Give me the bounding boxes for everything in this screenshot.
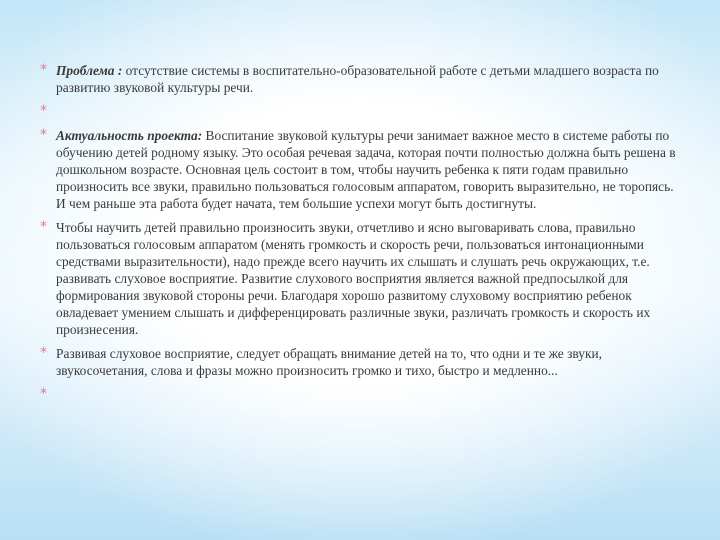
bullet-icon: * [40, 345, 47, 361]
bullet-item-empty-last [40, 386, 680, 403]
bullet-item-problem [40, 62, 680, 96]
bullet-icon: * [40, 386, 47, 402]
item-text: отсутствие системы в воспитательно-образовательной работе с детьми младшего возраста по развитию звуковой культуры речи. [56, 63, 659, 95]
bullet-item-hearing [40, 345, 680, 379]
item-text: Развивая слуховое восприятие, следует обращать внимание детей на то, что одни и те же звуки, звукосочетания, слова и фразы можно произносить громко и тихо, быстро и медленно... [56, 346, 602, 378]
bullet-icon: * [40, 103, 47, 119]
slide-content [40, 62, 680, 410]
item-lead: Актуальность проекта: [56, 128, 203, 143]
bullet-icon: * [40, 219, 47, 235]
item-text: Чтобы научить детей правильно произносить звуки, отчетливо и ясно выговаривать слова, правильно пользоваться голосовым аппаратом (менять громкость и скорость речи, пользоваться интонационными средствами выразительности), надо прежде всего научить их слышать и слушать речь окружающих, т.е. развивать слуховое восприятие. Развитие слухового восприятия является важной предпосылкой для формирования звуковой стороны речи. Благодаря хорошо развитому слуховому восприятию ребенок овладевает умением слышать и дифференцировать различные звуки, различать громкость и скорость их произнесения. [56, 220, 651, 337]
item-text: Воспитание звуковой культуры речи занимает важное место в системе работы по обучению детей родному языку. Это особая речевая задача, которая почти полностью должна быть решена в дошкольном возрасте. Основная цель состоит в том, чтобы научить ребенка к пяти годам правильно произносить все звуки, правильно пользоваться голосовым аппаратом, говорить выразительно, не торопясь. И чем раньше эта работа будет начата, тем большие успехи могут быть достигнуты. [56, 128, 676, 211]
bullet-item-teaching [40, 219, 680, 338]
bullet-item-empty [40, 103, 680, 120]
item-lead: Проблема : [56, 63, 123, 78]
bullet-icon: * [40, 127, 47, 143]
bullet-item-relevance [40, 127, 680, 212]
bullet-icon: * [40, 62, 47, 78]
